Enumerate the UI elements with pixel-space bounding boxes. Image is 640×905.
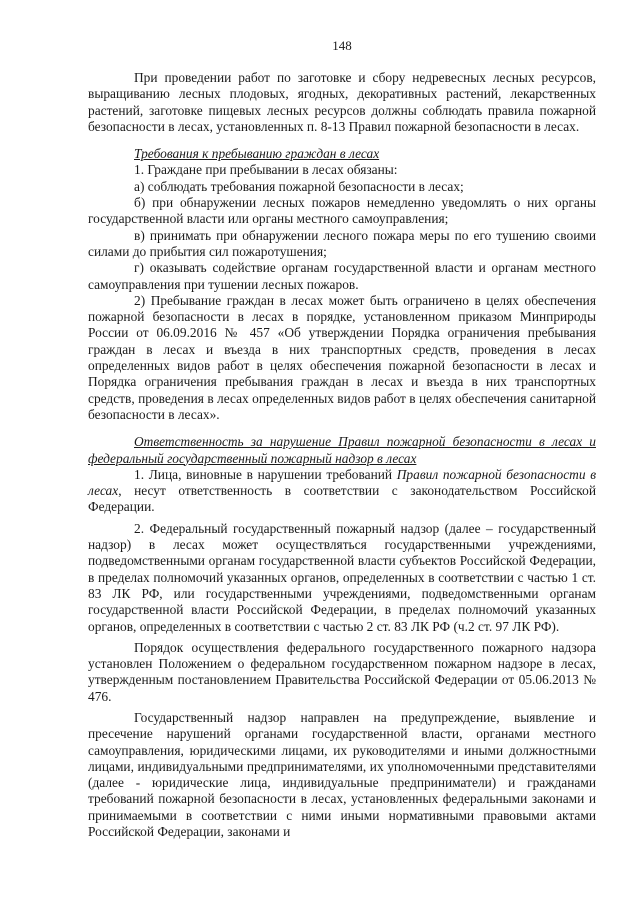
liability-text-start: 1. Лица, виновные в нарушении требований bbox=[134, 466, 397, 482]
page-number: 148 bbox=[332, 38, 352, 53]
liability-rules-title: Правил пожарной безопасности в лесах bbox=[88, 466, 597, 499]
supervision-paragraph: 2. Федеральный государственный пожарный надзор (далее – государственный надзор) в лесах может осуществляться государственными учреждениями, подведомственными органам государственной власти субъектов Российской Федерации, в пределах полномочий указанных органов, определенных в соответствии с частью 1 ст. 83 ЛК РФ, или государственными учреждениями, подведомственными органам государственной власти Российской Федерации, в пределах полномочий указанных органов, определенных в соответствии с частью 2 ст. 83 ЛК РФ (ч.2 ст. 97 ЛК РФ). bbox=[88, 520, 596, 634]
restriction-paragraph: 2) Пребывание граждан в лесах может быть ограничено в целях обеспечения пожарной безопасности в лесах в порядке, установленном приказом Минприроды России от 06.09.2016 № 457 «Об утверждении Порядка ограничения пребывания граждан в лесах и въезда в них транспортных средств, проведения в лесах определенных видов работ в целях обеспечения пожарной безопасности в лесах и Порядка ограничения пребывания граждан в лесах и въезда в них транспортных средств, проведения в лесах определенных видов работ в целях обеспечения санитарной безопасности в лесах». bbox=[88, 292, 596, 422]
duty-item-g: г) оказывать содействие органам государственной власти и органам местного самоуправления при тушении лесных пожаров. bbox=[88, 260, 596, 292]
section-heading-citizen-requirements: Требования к пребыванию граждан в лесах bbox=[134, 146, 380, 162]
citizen-duties-intro: 1. Граждане при пребывании в лесах обязаны: bbox=[134, 162, 398, 178]
duty-item-a: а) соблюдать требования пожарной безопасности в лесах; bbox=[134, 178, 464, 194]
intro-paragraph: При проведении работ по заготовке и сбору недревесных лесных ресурсов, выращиванию лесных плодовых, ягодных, декоративных растений, лекарственных растений, заготовке пищевых лесных ресурсов должны соблюдать правила пожарной безопасности в лесах, установленных п. 8-13 Правил пожарной безопасности в лесах. bbox=[88, 70, 596, 134]
procedure-paragraph: Порядок осуществления федерального государственного пожарного надзора установлен Положением о федеральном государственном пожарном надзоре в лесах, утвержденным постановлением Правительства Российской Федерации от 05.06.2013 № 476. bbox=[88, 639, 596, 704]
liability-text-end: , несут ответственность в соответствии с законодательством Российской Федерации. bbox=[88, 483, 596, 515]
duty-item-v: в) принимать при обнаружении лесного пожара меры по его тушению своими силами до прибытия сил пожаротушения; bbox=[88, 227, 596, 259]
liability-paragraph bbox=[88, 467, 596, 516]
section-heading-liability: Ответственность за нарушение Правил пожарной безопасности в лесах и федеральный государственный пожарный надзор в лесах bbox=[88, 434, 596, 466]
duty-item-b: б) при обнаружении лесных пожаров немедленно уведомлять о них органы государственной власти или органы местного самоуправления; bbox=[88, 195, 596, 227]
supervision-purpose-paragraph: Государственный надзор направлен на предупреждение, выявление и пресечение нарушений органами государственной власти, органами местного самоуправления, юридическими лицами, их руководителями и иными должностными лицами, индивидуальными предпринимателями, их уполномоченными представителями (далее - юридические лица, индивидуальные предприниматели) и гражданами требований пожарной безопасности в лесах, установленных федеральными законами и принимаемыми в соответствии с ними иными нормативными правовыми актами Российской Федерации, законами и bbox=[88, 709, 596, 840]
